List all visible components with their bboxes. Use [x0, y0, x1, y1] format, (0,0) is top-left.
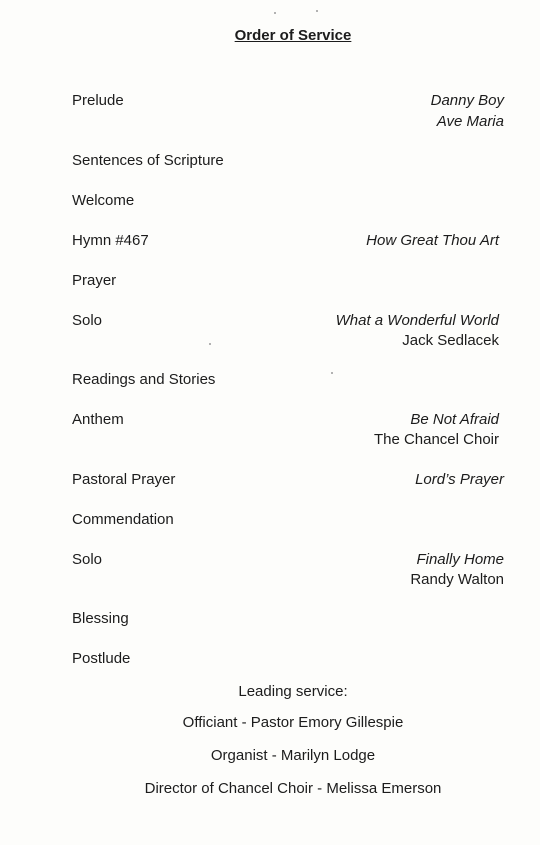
service-item-blessing: Blessing	[72, 610, 129, 627]
solo-1-performer: Jack Sedlacek	[402, 332, 499, 349]
service-item-hymn: Hymn #467	[72, 232, 149, 249]
service-item-pastoral-prayer: Pastoral Prayer	[72, 471, 176, 488]
pastoral-prayer-detail: Lord’s Prayer	[415, 471, 504, 488]
service-item-commendation: Commendation	[72, 511, 174, 528]
service-item-postlude: Postlude	[72, 650, 131, 667]
service-item-solo-1: Solo	[72, 312, 103, 329]
service-item-readings: Readings and Stories	[72, 371, 216, 388]
service-item-prayer: Prayer	[72, 272, 117, 289]
organist-line: Organist - Marilyn Lodge	[210, 747, 376, 764]
leading-service-heading: Leading service:	[238, 683, 348, 700]
service-item-solo-2: Solo	[72, 551, 103, 568]
prelude-piece-1: Danny Boy	[430, 92, 504, 109]
choir-director-line: Director of Chancel Choir - Melissa Emerson	[144, 780, 442, 797]
prelude-piece-2: Ave Maria	[436, 113, 504, 130]
page-title: Order of Service	[234, 27, 352, 44]
service-item-prelude: Prelude	[72, 92, 124, 109]
hymn-title: How Great Thou Art	[366, 232, 499, 249]
officiant-line: Officiant - Pastor Emory Gillespie	[182, 714, 404, 731]
scan-speck	[274, 12, 276, 14]
scan-speck	[331, 372, 333, 374]
anthem-piece: Be Not Afraid	[410, 411, 499, 428]
solo-1-piece: What a Wonderful World	[335, 312, 499, 329]
scan-speck	[209, 343, 211, 345]
service-item-anthem: Anthem	[72, 411, 124, 428]
service-item-welcome: Welcome	[72, 192, 135, 209]
solo-2-performer: Randy Walton	[410, 571, 504, 588]
anthem-performer: The Chancel Choir	[373, 431, 499, 448]
service-item-sentences: Sentences of Scripture	[72, 152, 224, 169]
solo-2-piece: Finally Home	[416, 551, 504, 568]
scan-speck	[316, 10, 318, 12]
